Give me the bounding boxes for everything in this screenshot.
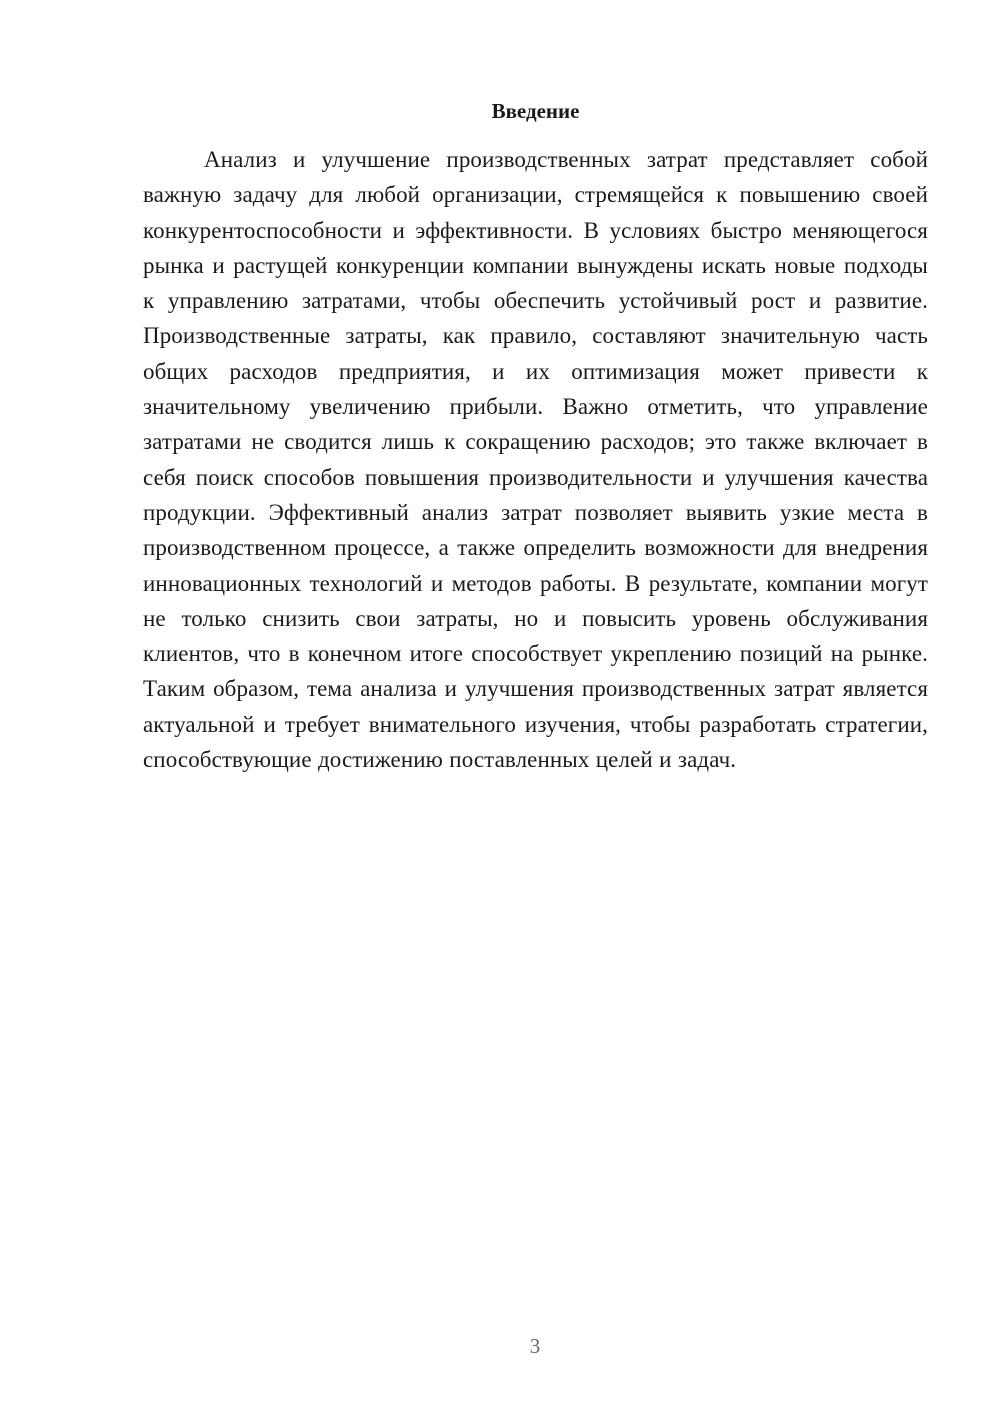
body-paragraph: Анализ и улучшение производственных затрат представляет собой важную задачу для любой организации, стремящейся к повышению своей конкурентоспособности и эффективности. В условиях быстро меняющегося рынка и растущей конкуренции компании вынуждены искать новые подходы к управлению затратами, чтобы обеспечить устойчивый рост и развитие. Производственные затраты, как правило, составляют значительную часть общих расходов предприятия, и их оптимизация может привести к значительному увеличению прибыли. Важно отметить, что управление затратами не сводится лишь к сокращению расходов; это также включает в себя поиск способов повышения производительности и улучшения качества продукции. Эффективный анализ затрат позволяет выявить узкие места в производственном процессе, а также определить возможности для внедрения инновационных технологий и методов работы. В результате, компании могут не только снизить свои затраты, но и повысить уровень обслуживания клиентов, что в конечном итоге способствует укреплению позиций на рынке. Таким образом, тема анализа и улучшения производственных затрат является актуальной и требует внимательного изучения, чтобы разработать стратегии, способствующие достижению поставленных целей и задач. [143, 147, 928, 773]
section-heading [143, 97, 928, 125]
section-heading-text: Введение [491, 99, 580, 123]
page-number: 3 [529, 1334, 541, 1358]
